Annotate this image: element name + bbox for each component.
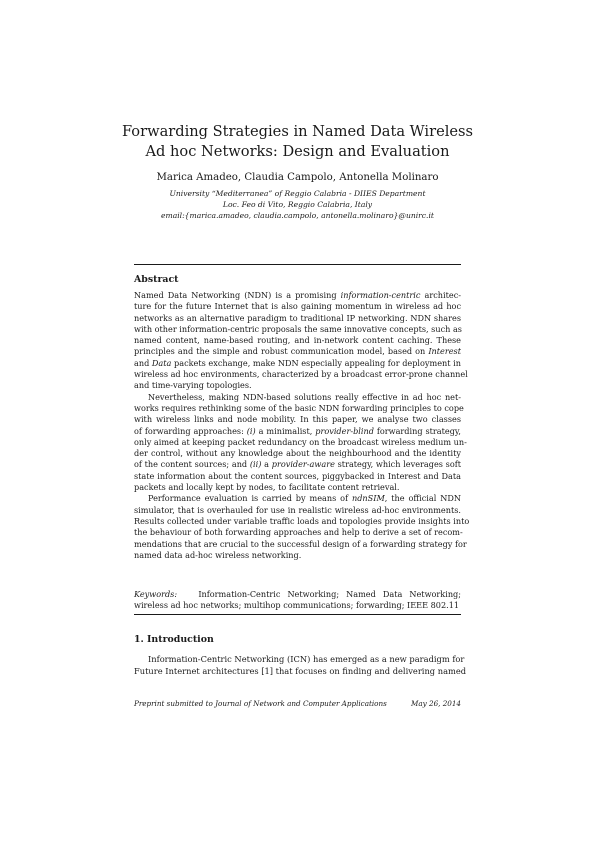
abstract-top-rule <box>134 264 461 265</box>
text-line <box>134 346 461 357</box>
text-segment: Performance evaluation is carried by means of <box>148 493 352 504</box>
text-line <box>134 301 461 312</box>
footer-preprint-note: Preprint submitted to Journal of Network and Computer Applications <box>134 699 387 708</box>
text-segment: and time-varying topologies. <box>134 380 252 391</box>
text-line <box>134 538 467 550</box>
title-line-2: Ad hoc Networks: Design and Evaluation <box>145 143 450 160</box>
abstract-heading: Abstract <box>134 274 179 285</box>
emphasis-term: Interest <box>428 346 461 357</box>
text-line <box>134 527 461 538</box>
abstract-body <box>134 290 470 561</box>
text-line <box>134 392 461 403</box>
text-line <box>134 448 461 459</box>
keywords-line-2: wireless ad hoc networks; multihop communications; forwarding; IEEE 802.11 <box>134 600 460 611</box>
keywords-label: Keywords: <box>134 589 178 599</box>
text-line <box>134 358 461 369</box>
text-line <box>134 426 461 437</box>
emphasis-term: (ii) <box>249 459 262 470</box>
abstract-paragraph-1 <box>134 290 468 392</box>
text-line <box>134 471 461 482</box>
keywords-line-1 <box>134 589 461 600</box>
text-segment: packets exchange, make NDN especially appealing for deployment in <box>171 357 461 368</box>
text-segment: architec- <box>420 290 462 300</box>
text-segment: with other information-centric proposals the same innovative concepts, such as <box>134 323 462 334</box>
introduction-body <box>134 654 467 677</box>
text-segment: simulator, that is overhauled for use in realistic wireless ad-hoc environments. <box>134 504 461 515</box>
text-line <box>134 402 464 414</box>
keywords <box>134 589 461 612</box>
text-segment: wireless ad hoc environments, characterized by a broadcast error-prone channel <box>134 369 468 380</box>
introduction-line-2: Future Internet architectures [1] that focuses on finding and delivering named <box>134 665 467 676</box>
abstract-bottom-rule <box>134 614 461 615</box>
text-line <box>134 482 461 493</box>
text-segment: with wireless links and node mobility. In this paper, we analyse two classes <box>134 414 461 425</box>
text-segment: the behaviour of both forwarding approaches and help to derive a set of recom- <box>134 527 463 538</box>
text-segment: , the official NDN <box>384 493 461 504</box>
text-segment: ture for the future Internet that is also gaining momentum in wireless ad hoc <box>134 301 461 312</box>
keywords-text-1: Information-Centric Networking; Named Data Networking; <box>198 589 462 599</box>
text-line <box>134 550 461 561</box>
text-segment: of forwarding approaches: <box>134 425 247 436</box>
text-line <box>134 324 461 335</box>
text-line <box>134 459 461 470</box>
text-segment: forwarding strategy, <box>373 425 461 436</box>
emphasis-term: Data <box>151 357 172 368</box>
text-line <box>134 436 467 448</box>
affiliation <box>100 189 495 221</box>
text-segment: and <box>134 357 152 368</box>
text-segment: networks as an alternative paradigm to traditional IP networking. NDN shares <box>134 312 461 323</box>
text-line <box>134 335 461 346</box>
text-line <box>134 515 470 527</box>
text-segment: packets and locally kept by nodes, to facilitate content retrieval. <box>134 482 400 493</box>
introduction-line-1: Information-Centric Networking (ICN) has emerged as a new paradigm for <box>148 654 465 664</box>
abstract-paragraph-2 <box>134 391 467 494</box>
title-line-1: Forwarding Strategies in Named Data Wireless <box>121 123 473 140</box>
text-line <box>134 414 461 425</box>
emphasis-term: provider-blind <box>315 425 374 436</box>
emphasis-term: provider-aware <box>271 459 335 470</box>
text-line <box>134 313 461 324</box>
text-line <box>134 290 461 301</box>
text-segment: a <box>261 459 272 470</box>
paper-title <box>120 122 475 162</box>
text-segment: mendations that are crucial to the successful design of a forwarding strategy for <box>134 538 467 549</box>
author-list: Marica Amadeo, Claudia Campolo, Antonella Molinaro <box>156 172 439 183</box>
abstract-paragraph-3 <box>134 493 470 561</box>
text-segment: works requires rethinking some of the basic NDN forwarding principles to cope <box>134 402 464 413</box>
page-footer <box>134 699 461 709</box>
text-segment: Results collected under variable traffic loads and topologies provide insights into <box>134 515 470 526</box>
introduction-heading: 1. Introduction <box>134 634 214 645</box>
text-line <box>134 505 461 516</box>
text-line <box>134 380 461 391</box>
text-segment: der control, without any knowledge about the neighbourhood and the identity <box>134 448 461 459</box>
emphasis-term: ndnSIM <box>352 493 385 504</box>
text-segment: Nevertheless, making NDN-based solutions really effective in ad hoc net- <box>148 391 461 402</box>
affiliation-email: email:{marica.amadeo, claudia.campolo, antonella.molinaro}@unirc.it <box>161 210 434 220</box>
text-segment: named data ad-hoc wireless networking. <box>134 549 302 560</box>
text-segment: of the content sources; and <box>134 459 250 470</box>
affiliation-line-1: University “Mediterranea” of Reggio Calabria - DIIES Department <box>169 189 426 198</box>
footer-date: May 26, 2014 <box>411 699 461 708</box>
text-segment: Named Data Networking (NDN) is a promising <box>134 290 341 300</box>
text-line <box>134 493 461 504</box>
text-line <box>134 369 468 380</box>
text-segment: strategy, which leverages soft <box>334 459 461 470</box>
text-segment: state information about the content sources, piggybacked in Interest and Data <box>134 470 461 481</box>
emphasis-term: (i) <box>246 425 256 436</box>
emphasis-term: information-centric <box>340 290 421 300</box>
text-segment: principles and the simple and robust communication model, based on <box>134 346 429 357</box>
text-segment: a minimalist, <box>255 425 316 436</box>
text-segment: only aimed at keeping packet redundancy on the broadcast wireless medium un- <box>134 436 467 447</box>
affiliation-line-2: Loc. Feo di Vito, Reggio Calabria, Italy <box>222 199 373 209</box>
text-segment: named content, name-based routing, and in-network content caching. These <box>134 335 461 346</box>
